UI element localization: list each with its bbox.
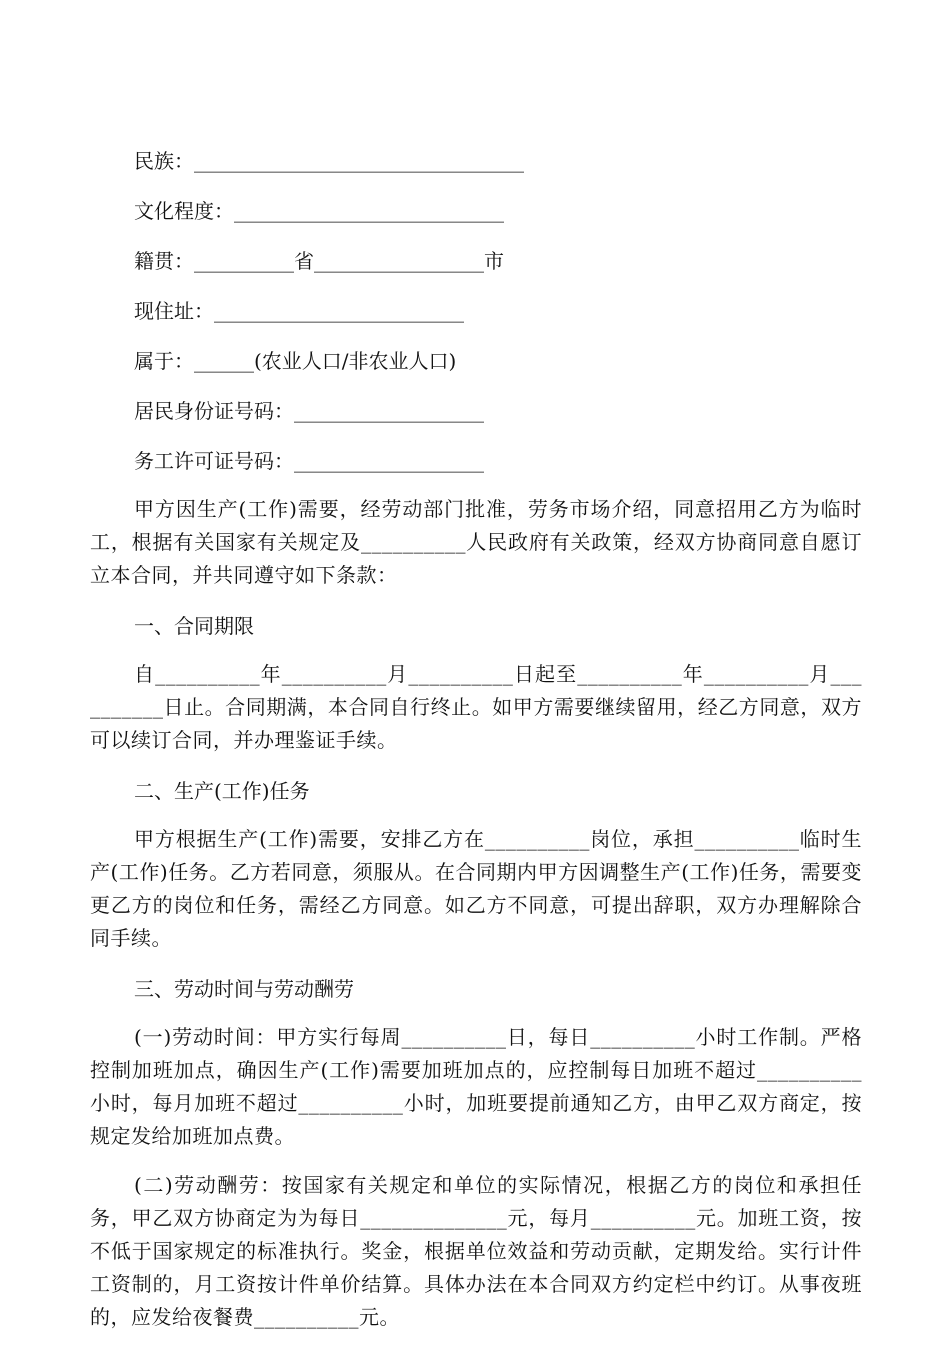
section-2-paragraph: 甲方根据生产(工作)需要，安排乙方在__________岗位，承担__________临时生产(工作)任务。乙方若同意，须服从。在合同期内甲方因调整生产(工作)任务，需要变更乙方的岗位和任务，需经乙方同意。如乙方不同意，可提出辞职，双方办理解除合同手续。 [90, 827, 862, 950]
section-1-paragraph: 自__________年__________月__________日起至__________年__________月__________日止。合同期满，本合同自行终止。如甲方需要继续留用，经乙方同意，双方可以续订合同，并办理鉴证手续。 [90, 662, 862, 752]
section-3-remuneration: (二)劳动酬劳：按国家有关规定和单位的实际情况，根据乙方的岗位和承担任务，甲乙双方协商定为为每日______________元，每月__________元。加班工资，按不低于国家规定的标准执行。奖金，根据单位效益和劳动贡献，定期发给。实行计件工资制的，月工资按计件单价结算。具体办法在本合同双方约定栏中约订。从事夜班的，应发给夜餐费__________元。 [90, 1173, 862, 1329]
section-3-working-hours: (一)劳动时间：甲方实行每周__________日，每日__________小时工作制。严格控制加班加点，确因生产(工作)需要加班加点的，应控制每日加班不超过__________小时，每月加班不超过__________小时，加班要提前通知乙方，由甲乙双方商定，按规定发给加班加点费。 [90, 1025, 862, 1148]
field-work-permit-number: 务工许可证号码：___________________ [134, 449, 484, 473]
field-id-number: 居民身份证号码：___________________ [134, 399, 484, 423]
contract-body [90, 143, 862, 1350]
section-2-heading: 二、生产(工作)任务 [134, 779, 310, 803]
section-1-heading: 一、合同期限 [134, 614, 254, 638]
field-education: 文化程度：___________________________ [134, 199, 504, 223]
field-current-address: 现住址：_________________________ [134, 299, 464, 323]
field-native-place: 籍贯：__________省_________________市 [134, 249, 504, 273]
field-household-type: 属于：______(农业人口/非农业人口) [134, 349, 457, 373]
field-ethnicity: 民族：_________________________________ [134, 149, 524, 173]
intro-paragraph: 甲方因生产(工作)需要，经劳动部门批准，劳务市场介绍，同意招用乙方为临时工，根据有关国家有关规定及__________人民政府有关政策，经双方协商同意自愿订立本合同，并共同遵守如下条款： [90, 497, 862, 587]
section-3-heading: 三、劳动时间与劳动酬劳 [134, 977, 354, 1001]
